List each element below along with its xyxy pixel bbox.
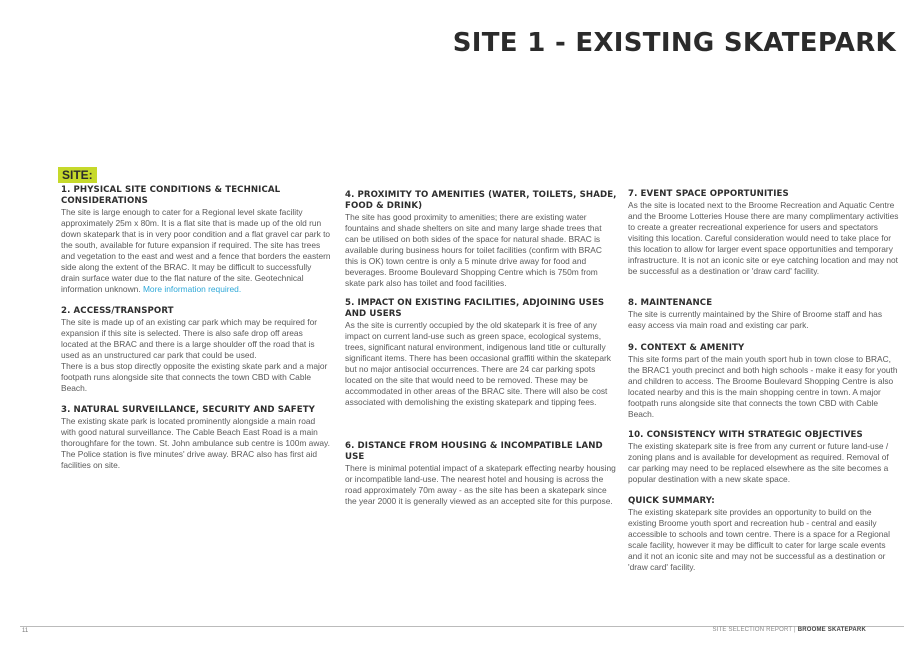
section-heading: 3. NATURAL SURVEILLANCE, SECURITY AND SAFETY (61, 405, 315, 415)
section-body: This site forms part of the main youth sport hub in town close to BRAC, the BRAC1 youth precinct and both high schools - make it easy for youth and children to access. The Broome Boulevard Shopping Centre is also located nearby and this is the main shopping centre in town. A major footpath runs alongside site that connects the town CBD with Cable Beach. (628, 354, 898, 419)
footer-project-name: BROOME SKATEPARK (797, 627, 866, 633)
section-heading: 9. CONTEXT & AMENITY (628, 343, 745, 353)
section-heading: 10. CONSISTENCY WITH STRATEGIC OBJECTIVES (628, 430, 863, 440)
section-access-transport (61, 306, 331, 394)
section-heading: 7. EVENT SPACE OPPORTUNITIES (628, 189, 789, 199)
page-number: 11 (22, 628, 29, 634)
section-heading: 4. PROXIMITY TO AMENITIES (WATER, TOILETS, SHADE, FOOD & DRINK) (345, 190, 617, 211)
section-heading: 6. DISTANCE FROM HOUSING & INCOMPATIBLE LAND USE (345, 441, 603, 462)
section-maintenance (628, 298, 900, 331)
section-body: The site is large enough to cater for a Regional level skate facility approximately 25m x 80m. It is a flat site that is made up of the old run down skatepark that is in very poor condition and a flat gravel car park to the south, available for future expansion if required. The site has trees and vegetation to the east and west and a fence that borders the eastern side along the extent of the BRAC. It may be difficult to successfully drain surface water due to the flat nature of the site. Geotechnical information unknown. More information required. (61, 207, 331, 294)
section-context-amenity (628, 343, 900, 420)
footer-separator: | (794, 627, 796, 633)
section-heading: 5. IMPACT ON EXISTING FACILITIES, ADJOINING USES AND USERS (345, 298, 605, 319)
section-physical-site-conditions (61, 185, 331, 295)
section-natural-surveillance (61, 405, 331, 471)
footer-report-title (713, 627, 867, 633)
section-body: As the site is located next to the Broome Recreation and Aquatic Centre and the Broome Lotteries House there are many complimentary activities to create a greater recreational experience for users and spectators visiting this location. Careful consideration would need to take place for this location to allow for larger event space opportunities and temporary infrastructure. It is not an iconic site or eye catching location and may not be successful as a destination or 'draw card' facility. (628, 200, 899, 276)
section-body: There is minimal potential impact of a skatepark effecting nearby housing or incompatible land-use. The nearest hotel and housing is across the road approximately 70m away - as the site has been a skatepark since the year 2000 it is generally viewed as an accepted site for this purpose. (345, 463, 616, 506)
section-body: The site is currently maintained by the Shire of Broome staff and has easy access via main road and existing car park. (628, 309, 883, 330)
section-body: The site is made up of an existing car park which may be required for expansion if this site is selected. There is also safe drop off areas located at the BRAC and there is a large shoulder off the road that is used as an unstructured car park that could be used. (61, 317, 318, 360)
site-label: SITE: (58, 167, 97, 183)
section-body: As the site is currently occupied by the old skatepark it is free of any impact on current land-use such as green space, ecological systems, trees, significant natural environment, indigenous land title or culturally significant items. There has been occasional graffiti within the skatepark but no major antisocial occurrences. There are 24 car parking spots located on the site that would need to be removed. These may be accommodated in other areas of the BRAC site. There will also be cost associated with demolishing the existing skatepark and tipping fees. (345, 320, 611, 407)
section-heading: QUICK SUMMARY: (628, 496, 715, 506)
section-heading: 1. PHYSICAL SITE CONDITIONS & TECHNICAL CONSIDERATIONS (61, 185, 281, 206)
section-body: The existing skatepark site provides an opportunity to build on the existing Broome youth sport and recreation hub - central and easily accessible to schools and town centre. There is a space for a Regional scale facility, however it may be difficult to cater for large scale events and it not an iconic site and may not be successful as a destination or 'draw card' facility. (628, 507, 890, 572)
section-consistency-strategic-objectives (628, 430, 900, 485)
section-distance-from-housing (345, 441, 617, 507)
section-body-2: There is a bus stop directly opposite the existing skate park and a major footpath runs alongside site that connects the town CBD with Cable Beach. (61, 361, 328, 393)
section-proximity-to-amenities (345, 190, 617, 289)
page-title: SITE 1 - EXISTING SKATEPARK (452, 28, 896, 58)
section-event-space-opportunities (628, 189, 900, 277)
section-body: The existing skate park is located prominently alongside a main road with good natural surveillance. The Cable Beach East Road is a main thoroughfare for the town. St. John ambulance sub centre is 100m away. The Police station is five minutes' drive away. BRAC also has first aid facilities on site. (61, 416, 330, 470)
section-body: The site has good proximity to amenities; there are existing water fountains and shade shelters on site and many large shade trees that can be utilised on both sides of the space for natural shade. BRAC is available during business hours for toilet facilities (confirm with BRAC this is OK) town centre is only a 5 minute drive away for food and beverages. Broome Boulevard Shopping Centre which is 750m from skate park also has toilet and food facilities. (345, 212, 602, 288)
footer-report-name: SITE SELECTION REPORT (712, 627, 793, 633)
section-quick-summary (628, 496, 900, 573)
section-impact-on-existing-facilities (345, 298, 617, 408)
more-info-link[interactable]: More information required. (142, 284, 242, 294)
section-heading: 8. MAINTENANCE (628, 298, 713, 308)
section-heading: 2. ACCESS/TRANSPORT (61, 306, 174, 316)
section-body: The existing skatepark site is free from any current or future land-use / zoning plans and is available for development as required. Removal of car parking may need to be replaced elsewhere as the site becomes a popular destination with a new skate space. (628, 441, 889, 484)
